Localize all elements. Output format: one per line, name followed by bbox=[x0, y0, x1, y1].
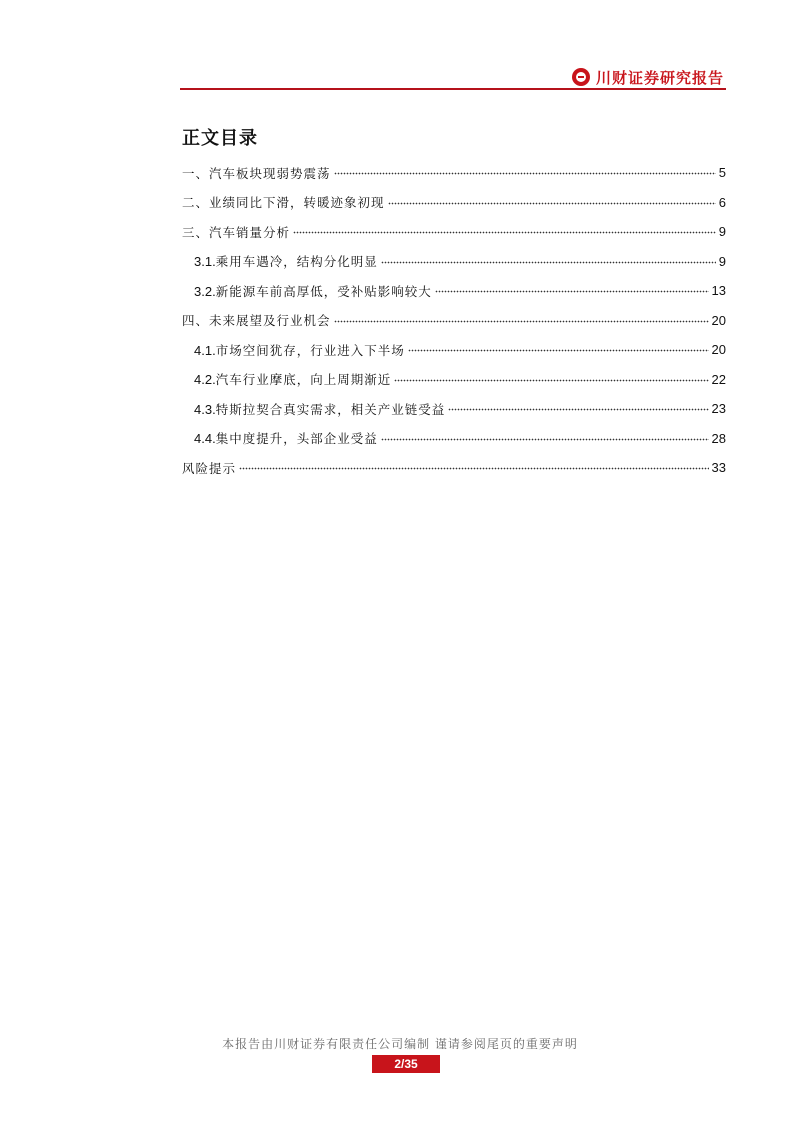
toc-title: 正文目录 bbox=[182, 128, 258, 149]
toc-entry[interactable] bbox=[182, 158, 726, 188]
toc-entry-page: 9 bbox=[718, 253, 726, 269]
footer-disclaimer: 本报告由川财证券有限责任公司编制 谨请参阅尾页的重要声明 bbox=[222, 1037, 578, 1051]
toc-entry-page: 20 bbox=[711, 342, 726, 358]
toc-entry-page: 6 bbox=[718, 194, 726, 210]
toc-entry-text: 新能源车前高厚低，受补贴影响较大 bbox=[215, 283, 432, 299]
chuancai-logo-icon bbox=[572, 68, 590, 86]
toc-subentry[interactable] bbox=[182, 394, 726, 424]
toc-entry-text: 乘用车遇冷，结构分化明显 bbox=[215, 254, 378, 270]
toc-entry-label bbox=[194, 429, 378, 447]
brand-name: 川财证券研究报告 bbox=[595, 68, 724, 87]
toc-leader-dots bbox=[334, 316, 709, 325]
toc-entry-number: 3.1. bbox=[194, 254, 216, 270]
toc-leader-dots bbox=[381, 434, 709, 443]
table-of-contents bbox=[182, 158, 726, 483]
toc-entry[interactable] bbox=[182, 217, 726, 247]
toc-subentry[interactable] bbox=[182, 424, 726, 454]
toc-entry[interactable] bbox=[182, 306, 726, 336]
toc-entry-label: 一、汽车板块现弱势震荡 bbox=[182, 165, 331, 181]
toc-leader-dots bbox=[408, 345, 709, 354]
toc-entry-label bbox=[194, 370, 391, 388]
toc-leader-dots bbox=[448, 404, 708, 413]
toc-leader-dots bbox=[394, 375, 708, 384]
toc-entry-page: 23 bbox=[711, 401, 726, 417]
toc-subentry[interactable] bbox=[182, 247, 726, 277]
toc-entry-label bbox=[194, 252, 378, 270]
toc-entry-number: 4.4. bbox=[194, 431, 216, 447]
toc-leader-dots bbox=[388, 198, 716, 207]
toc-entry[interactable] bbox=[182, 188, 726, 218]
toc-entry-text: 汽车行业摩底，向上周期渐近 bbox=[215, 372, 392, 388]
toc-subentry[interactable] bbox=[182, 335, 726, 365]
header-brand bbox=[572, 66, 724, 88]
toc-entry-page: 22 bbox=[711, 371, 726, 387]
toc-entry-text: 特斯拉契合真实需求，相关产业链受益 bbox=[215, 401, 446, 417]
toc-leader-dots bbox=[293, 227, 716, 236]
toc-entry-text: 集中度提升，头部企业受益 bbox=[215, 431, 378, 447]
toc-entry-number: 4.3. bbox=[194, 401, 216, 417]
toc-entry-label bbox=[194, 282, 432, 300]
toc-subentry[interactable] bbox=[182, 276, 726, 306]
toc-leader-dots bbox=[381, 257, 716, 266]
toc-entry-label: 二、业绩同比下滑，转暖迹象初现 bbox=[182, 195, 385, 211]
toc-leader-dots bbox=[239, 463, 709, 472]
toc-entry-number: 3.2. bbox=[194, 283, 216, 299]
toc-entry-page: 9 bbox=[718, 224, 726, 240]
toc-entry-page: 33 bbox=[711, 460, 726, 476]
toc-subentry[interactable] bbox=[182, 365, 726, 395]
toc-entry-page: 20 bbox=[711, 312, 726, 328]
toc-entry-number: 4.2. bbox=[194, 372, 216, 388]
toc-entry-label bbox=[194, 400, 445, 418]
toc-entry-text: 市场空间犹存，行业进入下半场 bbox=[215, 342, 405, 358]
toc-entry-label: 风险提示 bbox=[182, 460, 237, 476]
toc-entry-page: 28 bbox=[711, 430, 726, 446]
toc-entry-label: 三、汽车销量分析 bbox=[182, 224, 291, 240]
toc-entry-label bbox=[194, 341, 405, 359]
page-number-badge: 2/35 bbox=[372, 1055, 440, 1073]
toc-entry[interactable] bbox=[182, 453, 726, 483]
toc-leader-dots bbox=[334, 168, 716, 177]
header-divider bbox=[180, 88, 726, 90]
toc-leader-dots bbox=[435, 286, 709, 295]
toc-entry-number: 4.1. bbox=[194, 342, 216, 358]
toc-entry-page: 5 bbox=[718, 165, 726, 181]
toc-entry-page: 13 bbox=[711, 283, 726, 299]
toc-entry-label: 四、未来展望及行业机会 bbox=[182, 313, 331, 329]
